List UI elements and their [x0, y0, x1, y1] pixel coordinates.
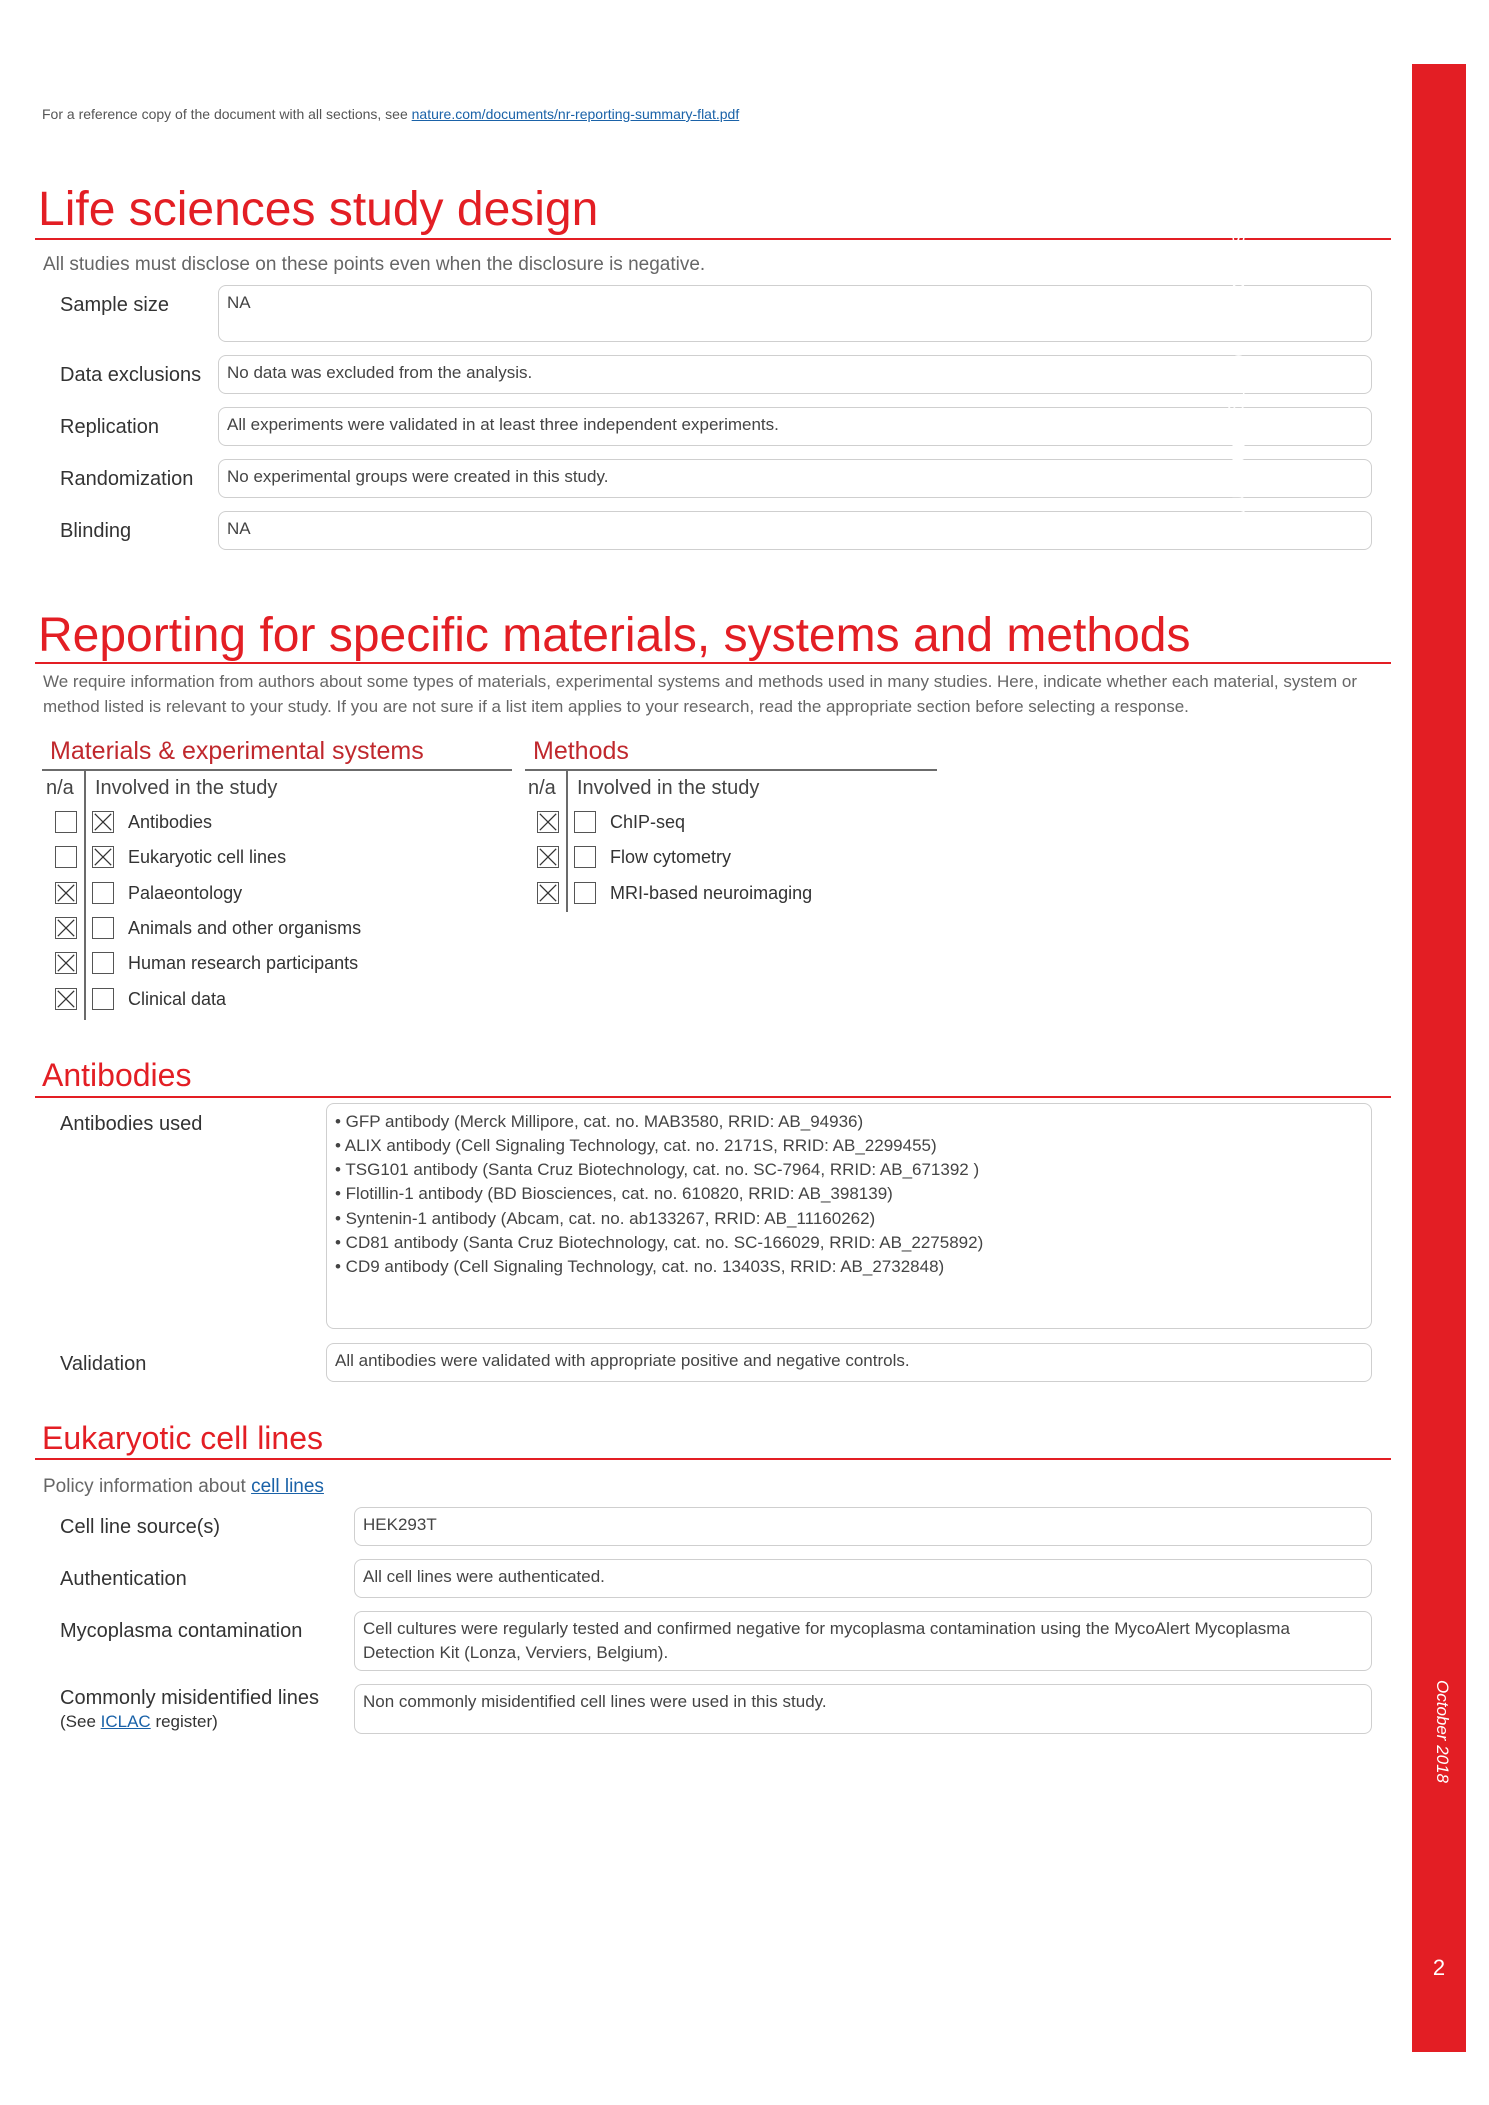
- cell-lines-policy: Policy information about cell lines: [43, 1476, 324, 1497]
- na-checkbox[interactable]: [55, 988, 77, 1010]
- materials-rule: [42, 769, 512, 771]
- methods-divider: [566, 770, 568, 912]
- antibodies-used-field[interactable]: [326, 1103, 1372, 1329]
- randomization-field[interactable]: No experimental groups were created in this study.: [218, 459, 1372, 498]
- study-design-intro: All studies must disclose on these points even when the disclosure is negative.: [43, 254, 706, 275]
- antibodies-list: [335, 1110, 1363, 1279]
- na-checkbox[interactable]: [55, 846, 77, 868]
- involved-checkbox[interactable]: [92, 988, 114, 1010]
- checklist-item-label: ChIP-seq: [610, 812, 686, 832]
- validation-field[interactable]: All antibodies were validated with appropriate positive and negative controls.: [326, 1343, 1372, 1382]
- checklist-item-label: Palaeontology: [128, 882, 243, 903]
- involved-checkbox[interactable]: [92, 811, 114, 833]
- reference-link[interactable]: nature.com/documents/nr-reporting-summary-flat.pdf: [411, 106, 740, 122]
- iclac-note: (See ICLAC register): [60, 1712, 218, 1731]
- involved-checkbox[interactable]: [92, 917, 114, 939]
- reporting-title: Reporting for specific materials, systems and methods: [38, 609, 1191, 662]
- antibodies-title: Antibodies: [42, 1057, 192, 1093]
- authentication-label: Authentication: [60, 1568, 187, 1590]
- na-checkbox[interactable]: [55, 811, 77, 833]
- cell-lines-policy-link[interactable]: cell lines: [251, 1476, 324, 1497]
- checklist-item-label: Flow cytometry: [610, 847, 732, 868]
- antibody-item: • Flotillin-1 antibody (BD Biosciences, cat. no. 610820, RRID: AB_398139): [335, 1184, 893, 1204]
- page-number: 2: [1432, 1955, 1446, 1980]
- methods-involved-header: Involved in the study: [577, 777, 760, 799]
- antibody-item: • TSG101 antibody (Santa Cruz Biotechnology, cat. no. SC-7964, RRID: AB_671392 ): [335, 1160, 980, 1180]
- mycoplasma-label: Mycoplasma contamination: [60, 1620, 303, 1642]
- validation-label: Validation: [60, 1353, 147, 1375]
- cell-lines-rule: [35, 1458, 1391, 1460]
- sample-size-label: Sample size: [60, 294, 169, 316]
- materials-divider: [84, 770, 86, 1020]
- blinding-field[interactable]: NA: [218, 511, 1372, 550]
- methods-heading: Methods: [533, 737, 629, 765]
- replication-label: Replication: [60, 416, 159, 438]
- misidentified-label: Commonly misidentified lines: [60, 1687, 319, 1709]
- cell-line-source-field[interactable]: HEK293T: [354, 1507, 1372, 1546]
- methods-na-header: n/a: [528, 777, 556, 799]
- cell-line-source-label: Cell line source(s): [60, 1516, 221, 1538]
- involved-checkbox[interactable]: [92, 882, 114, 904]
- materials-heading: Materials & experimental systems: [50, 737, 424, 765]
- methods-rule: [525, 769, 937, 771]
- reference-line: For a reference copy of the document with all sections, see nature.com/documents/nr-reporting-summary-flat.pdf: [42, 106, 740, 122]
- involved-checkbox[interactable]: [574, 811, 596, 833]
- checklist-item-label: MRI-based neuroimaging: [610, 882, 813, 903]
- randomization-label: Randomization: [60, 468, 194, 490]
- replication-field[interactable]: All experiments were validated in at least three independent experiments.: [218, 407, 1372, 446]
- study-design-title: Life sciences study design: [38, 183, 599, 236]
- na-checkbox[interactable]: [55, 882, 77, 904]
- misidentified-field[interactable]: Non commonly misidentified cell lines were used in this study.: [354, 1684, 1372, 1734]
- data-exclusions-field[interactable]: No data was excluded from the analysis.: [218, 355, 1372, 394]
- blinding-label: Blinding: [60, 520, 132, 542]
- na-checkbox[interactable]: [55, 917, 77, 939]
- antibodies-used-label: Antibodies used: [60, 1113, 203, 1135]
- na-checkbox[interactable]: [537, 811, 559, 833]
- checklist-item-label: Antibodies: [128, 812, 213, 832]
- checklist-item-label: Animals and other organisms: [128, 917, 362, 938]
- data-exclusions-label: Data exclusions: [60, 364, 202, 386]
- antibody-item: • GFP antibody (Merck Millipore, cat. no. MAB3580, RRID: AB_94936): [335, 1112, 864, 1131]
- na-checkbox[interactable]: [537, 846, 559, 868]
- materials-na-header: n/a: [46, 777, 74, 799]
- na-checkbox[interactable]: [537, 882, 559, 904]
- antibody-item: • ALIX antibody (Cell Signaling Technology, cat. no. 2171S, RRID: AB_2299455): [335, 1136, 937, 1156]
- antibody-item: • CD81 antibody (Santa Cruz Biotechnology, cat. no. SC-166029, RRID: AB_2275892): [335, 1232, 984, 1252]
- iclac-link[interactable]: ICLAC: [100, 1712, 151, 1731]
- checklist-item-label: Human research participants: [128, 953, 359, 974]
- sidebar-title: nature research | reporting summary: [1227, 140, 1253, 513]
- checklist-item-label: Eukaryotic cell lines: [128, 847, 287, 868]
- study-design-rule: [35, 238, 1391, 240]
- reporting-description: We require information from authors about some types of materials, experimental systems and methods used in many studies. Here, indicate whether each material, system or method listed is relevant to your study. If you are not sure if a list item applies to your research, read the appropriate section before selecting a response.: [43, 672, 1358, 716]
- mycoplasma-field[interactable]: Cell cultures were regularly tested and confirmed negative for mycoplasma contamination using the MycoAlert Mycoplasma Detection Kit (Lonza, Verviers, Belgium).: [354, 1611, 1372, 1671]
- misidentified-label-group: [60, 1687, 319, 1732]
- materials-involved-header: Involved in the study: [95, 777, 278, 799]
- involved-checkbox[interactable]: [574, 846, 596, 868]
- checklist-item-label: Clinical data: [128, 988, 227, 1009]
- involved-checkbox[interactable]: [574, 882, 596, 904]
- involved-checkbox[interactable]: [92, 952, 114, 974]
- cell-lines-title: Eukaryotic cell lines: [42, 1420, 323, 1456]
- sample-size-field[interactable]: NA: [218, 285, 1372, 342]
- na-checkbox[interactable]: [55, 952, 77, 974]
- reporting-rule: [35, 662, 1391, 664]
- antibody-item: • Syntenin-1 antibody (Abcam, cat. no. ab133267, RRID: AB_11160262): [335, 1208, 876, 1228]
- antibodies-rule: [35, 1096, 1391, 1098]
- involved-checkbox[interactable]: [92, 846, 114, 868]
- authentication-field[interactable]: All cell lines were authenticated.: [354, 1559, 1372, 1598]
- sidebar-date: October 2018: [1433, 1680, 1452, 1784]
- antibody-item: • CD9 antibody (Cell Signaling Technology, cat. no. 13403S, RRID: AB_2732848): [335, 1256, 945, 1276]
